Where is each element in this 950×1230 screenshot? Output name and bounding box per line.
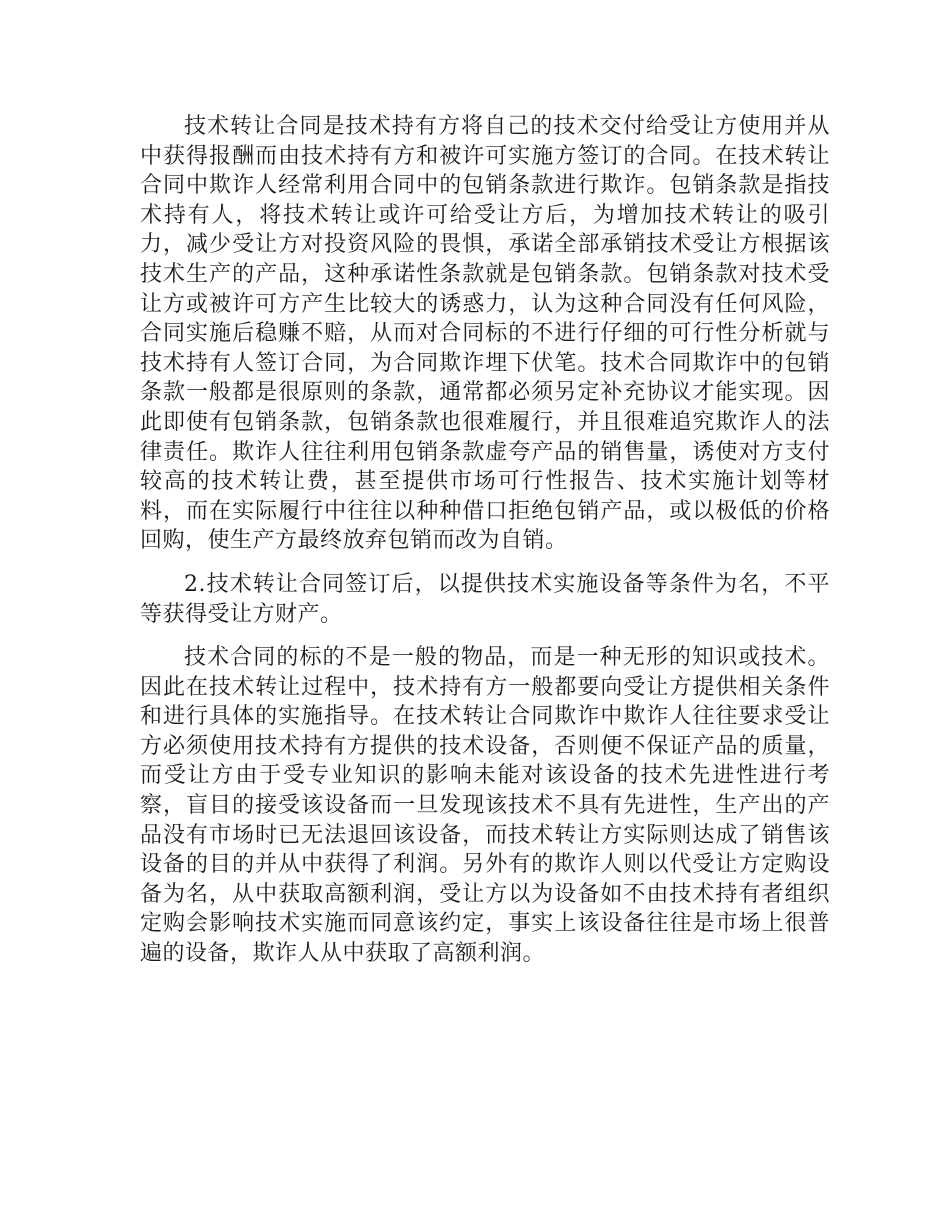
document-page [140, 112, 830, 983]
paragraph-equipment-fraud: 技术合同的标的不是一般的物品，而是一种无形的知识或技术。因此在技术转让过程中，技术持有方一般都要向受让方提供相关条件和进行具体的实施指导。在技术转让合同欺诈中欺诈人往往要求受让方必须使用技术持有方提供的技术设备，否则便不保证产品的质量，而受让方由于受专业知识的影响未能对该设备的技术先进性进行考察，盲目的接受该设备而一旦发现该技术不具有先进性，生产出的产品没有市场时已无法退回该设备，而技术转让方实际则达成了销售该设备的目的并从中获得了利润。另外有的欺诈人则以代受让方定购设备为名，从中获取高额利润，受让方以为设备如不由技术持有者组织定购会影响技术实施而同意该约定，事实上该设备往往是市场上很普遍的设备，欺诈人从中获取了高额利润。 [140, 645, 830, 967]
paragraph-packaged-sales-clause: 技术转让合同是技术持有方将自己的技术交付给受让方使用并从中获得报酬而由技术持有方和被许可实施方签订的合同。在技术转让合同中欺诈人经常利用合同中的包销条款进行欺诈。包销条款是指技术持有人，将技术转让或许可给受让方后，为增加技术转让的吸引力，减少受让方对投资风险的畏惧，承诺全部承销技术受让方根据该技术生产的产品，这种承诺性条款就是包销条款。包销条款对技术受让方或被许可方产生比较大的诱惑力，认为这种合同没有任何风险，合同实施后稳赚不赔，从而对合同标的不进行仔细的可行性分析就与技术持有人签订合同，为合同欺诈埋下伏笔。技术合同欺诈中的包销条款一般都是很原则的条款，通常都必须另定补充协议才能实现。因此即使有包销条款，包销条款也很难履行，并且很难追究欺诈人的法律责任。欺诈人往往利用包销条款虚夸产品的销售量，诱使对方支付较高的技术转让费，甚至提供市场可行性报告、技术实施计划等材料，而在实际履行中往往以种种借口拒绝包销产品，或以极低的价格回购，使生产方最终放弃包销而改为自销。 [140, 114, 830, 554]
paragraph-section-heading-2: 2.技术转让合同签订后，以提供技术实施设备等条件为名，不平等获得受让方财产。 [140, 571, 830, 627]
